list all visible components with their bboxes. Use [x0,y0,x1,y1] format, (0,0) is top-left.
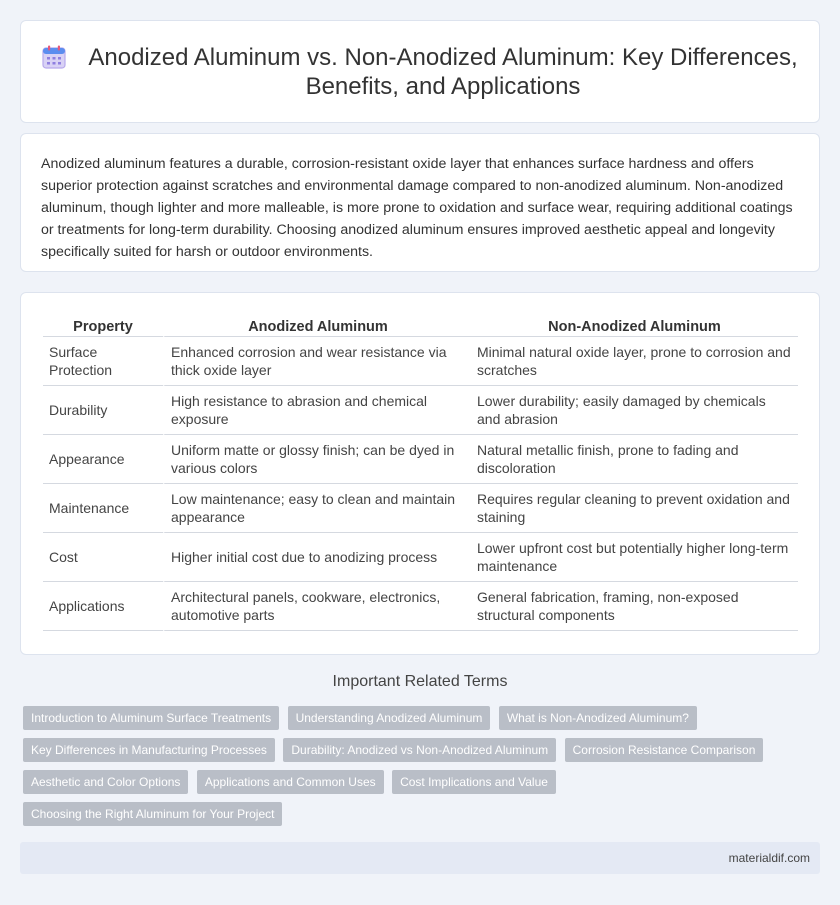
related-term-link[interactable]: Cost Implications and Value [392,770,556,794]
page-title: Anodized Aluminum vs. Non-Anodized Aluminum: Key Differences, Benefits, and Applications [88,43,798,100]
table-cell-anodized: Higher initial cost due to anodizing process [163,533,471,582]
table-cell-anodized: Low maintenance; easy to clean and maintain appearance [163,484,471,533]
table-cell-property: Cost [43,533,163,582]
table-cell-property: Durability [43,386,163,435]
table-cell-non-anodized: Lower durability; easily damaged by chemicals and abrasion [471,386,798,435]
comparison-table [43,315,798,631]
table-row [43,484,798,533]
table-cell-property: Surface Protection [43,337,163,386]
table-header-row [43,315,798,337]
related-term-link[interactable]: Understanding Anodized Aluminum [288,706,491,730]
related-term-link[interactable]: Durability: Anodized vs Non-Anodized Aluminum [283,738,556,762]
header-card [20,20,820,123]
table-cell-property: Appearance [43,435,163,484]
table-cell-anodized: High resistance to abrasion and chemical exposure [163,386,471,435]
related-term-link[interactable]: Applications and Common Uses [197,770,384,794]
table-row [43,435,798,484]
table-row [43,337,798,386]
related-term-link[interactable]: Choosing the Right Aluminum for Your Project [23,802,282,826]
table-row [43,386,798,435]
header-anodized: Anodized Aluminum [163,315,471,337]
related-terms-title: Important Related Terms [332,673,508,690]
table-cell-anodized: Architectural panels, cookware, electronics, automotive parts [163,582,471,631]
related-term-link[interactable]: Introduction to Aluminum Surface Treatments [23,706,279,730]
table-cell-property: Maintenance [43,484,163,533]
related-terms-list [23,706,823,834]
footer-site-name: materialdif.com [728,851,810,865]
table-cell-non-anodized: General fabrication, framing, non-exposed structural components [471,582,798,631]
related-term-link[interactable]: Corrosion Resistance Comparison [565,738,764,762]
table-cell-non-anodized: Requires regular cleaning to prevent oxidation and staining [471,484,798,533]
table-cell-non-anodized: Lower upfront cost but potentially higher long-term maintenance [471,533,798,582]
calendar-icon [41,44,67,70]
footer [20,842,820,874]
table-cell-non-anodized: Natural metallic finish, prone to fading and discoloration [471,435,798,484]
table-cell-non-anodized: Minimal natural oxide layer, prone to corrosion and scratches [471,337,798,386]
comparison-table-card [20,292,820,655]
table-row [43,533,798,582]
related-term-link[interactable]: Key Differences in Manufacturing Processes [23,738,275,762]
related-term-link[interactable]: What is Non-Anodized Aluminum? [499,706,697,730]
table-row [43,582,798,631]
intro-paragraph: Anodized aluminum features a durable, corrosion-resistant oxide layer that enhances surface hardness and offers superior protection against scratches and environmental damage compared to non-anodized aluminum. Non-anodized aluminum, though lighter and more malleable, is more prone to oxidation and surface wear, requiring additional coatings or treatments for long-term durability. Choosing anodized aluminum ensures improved aesthetic appeal and longevity specifically suited for harsh or outdoor environments. [41,156,793,260]
header-non-anodized: Non-Anodized Aluminum [471,315,798,337]
table-cell-anodized: Enhanced corrosion and wear resistance via thick oxide layer [163,337,471,386]
related-term-link[interactable]: Aesthetic and Color Options [23,770,188,794]
intro-card [20,133,820,272]
table-cell-anodized: Uniform matte or glossy finish; can be dyed in various colors [163,435,471,484]
header-property: Property [43,315,163,337]
table-cell-property: Applications [43,582,163,631]
